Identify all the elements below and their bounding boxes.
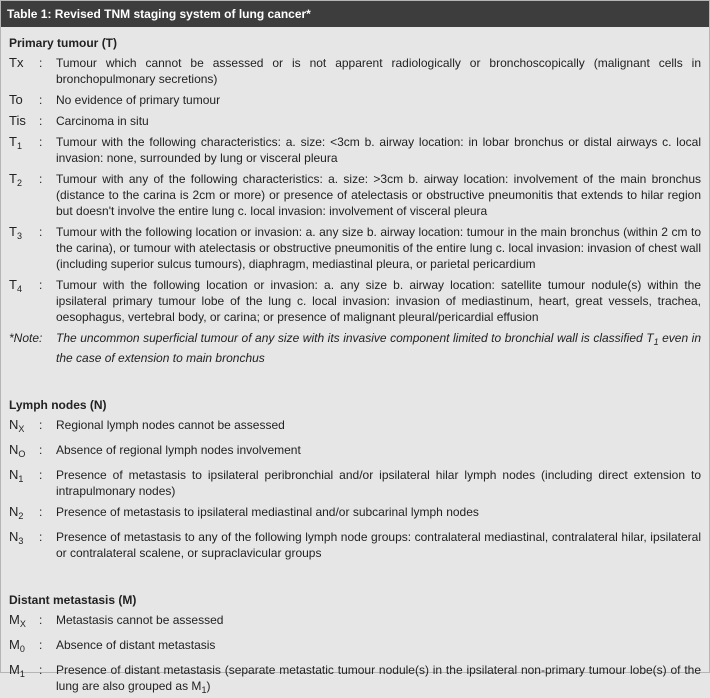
- table-row-n2: [9, 504, 703, 524]
- separator: :: [39, 93, 43, 107]
- stage-code: $N_1$: [9, 467, 24, 484]
- stage-code: $N_X$: [9, 417, 25, 434]
- section-heading-primary-tumour: Primary tumour (T): [9, 36, 118, 50]
- table-row-tis: [9, 113, 703, 129]
- separator: :: [39, 468, 43, 482]
- stage-code: $N_2$: [9, 504, 24, 521]
- separator: :: [39, 613, 43, 627]
- table-title: Table 1: Revised TNM staging system of lung cancer*: [1, 1, 709, 27]
- note-text: The uncommon superficial tumour of any size with its invasive component limited to bronchial wall is classified $T_1$ even in the case of extension to main bronchus: [56, 331, 701, 365]
- stage-description: Presence of metastasis to any of the following lymph node groups: contralateral mediastinal, contralateral hilar, ipsilateral or contralateral scalene, or supraclavicular groups: [56, 530, 701, 560]
- stage-description: Absence of distant metastasis: [56, 638, 216, 652]
- stage-description: Tumour with the following characteristics: a. size: <3cm b. airway location: in lobar bronchus or distal airways c. local invasion: none, surrounded by lung or visceral pleura: [56, 135, 701, 165]
- stage-description: Regional lymph nodes cannot be assessed: [56, 418, 285, 432]
- table-row-n3: [9, 529, 703, 561]
- stage-code: $T_4$: [9, 277, 22, 294]
- stage-code: Tx: [9, 55, 24, 70]
- stage-description: Tumour which cannot be assessed or is not apparent radiologically or bronchoscopically (malignant cells in bronchopulmonary secretions): [56, 56, 701, 86]
- separator: :: [39, 443, 43, 457]
- separator: :: [39, 638, 43, 652]
- separator: :: [39, 225, 43, 239]
- separator: :: [39, 172, 43, 186]
- section-heading-distant-metastasis: Distant metastasis (M): [9, 593, 137, 607]
- separator: :: [39, 135, 43, 149]
- table-row-t3: [9, 224, 703, 272]
- stage-description: Presence of metastasis to ipsilateral peribronchial and/or ipsilateral hilar lymph nodes (including direct extension to intrapulmonary nodes): [56, 468, 701, 498]
- stage-description: Tumour with any of the following characteristics: a. size: >3cm b. airway location: involvement of the main bronchus (distance to the carina is 2cm or more) or presence of atelectasis or obstructive pneumonitis that extends to hilar region but doesn't involve the entire lung c. local invasion: involvement of visceral pleura: [56, 172, 701, 218]
- stage-description: Presence of distant metastasis (separate metastatic tumour nodule(s) in the ipsilateral non-primary tumour lobe(s) of the lung are also grouped as $M_1$): [56, 663, 701, 695]
- stage-description: Tumour with the following location or invasion: a. any size b. airway location: satellite tumour nodule(s) within the ipsilateral primary tumour lobe of the lung c. local invasion: invasion of mediastinum, heart, great vessels, trachea, oesophagus, vertebral body, or carina; or presence of malignant pleural/pericardial effusion: [56, 278, 701, 324]
- table-row-nx: [9, 417, 703, 437]
- table-row-m1: [9, 662, 703, 698]
- table-row-no: [9, 442, 703, 462]
- stage-description: Presence of metastasis to ipsilateral mediastinal and/or subcarinal lymph nodes: [56, 505, 479, 519]
- stage-code: $T_2$: [9, 171, 22, 188]
- stage-description: Carcinoma in situ: [56, 114, 149, 128]
- separator: :: [39, 56, 43, 70]
- stage-code: To: [9, 92, 23, 107]
- stage-code: $N_O$: [9, 442, 26, 459]
- table-row-mx: [9, 612, 703, 632]
- stage-code: $N_3$: [9, 529, 24, 546]
- table-row-m0: [9, 637, 703, 657]
- stage-description: Metastasis cannot be assessed: [56, 613, 224, 627]
- stage-description: No evidence of primary tumour: [56, 93, 221, 107]
- stage-code: $T_3$: [9, 224, 22, 241]
- separator: :: [39, 278, 43, 292]
- separator: :: [39, 114, 43, 128]
- table-row-n1: [9, 467, 703, 499]
- stage-description: Absence of regional lymph nodes involvement: [56, 443, 301, 457]
- separator: :: [39, 663, 43, 677]
- separator: :: [39, 505, 43, 519]
- note-label: *Note:: [9, 331, 43, 345]
- table-row-tx: [9, 55, 703, 87]
- table-row-t2: [9, 171, 703, 219]
- stage-code: $M_X$: [9, 612, 26, 629]
- stage-description: Tumour with the following location or invasion: a. any size b. airway location: tumour in the main bronchus (within 2 cm to the carina), or tumour with atelectasis or obstructive pneumonitis of the entire lung c. local invasion: invasion of chest wall (including superior sulcus tumours), diaphragm, mediastinal pleura, or parietal pericardium: [56, 225, 701, 271]
- stage-code: $M_1$: [9, 662, 25, 679]
- section-heading-lymph-nodes: Lymph nodes (N): [9, 398, 107, 412]
- stage-code: Tis: [9, 113, 26, 128]
- table-row-t4: [9, 277, 703, 325]
- separator: :: [39, 418, 43, 432]
- table-row-t1: [9, 134, 703, 166]
- separator: :: [39, 530, 43, 544]
- table-row-to: [9, 92, 703, 108]
- stage-code: $M_0$: [9, 637, 25, 654]
- table-content: [1, 36, 709, 698]
- table-note: [9, 330, 703, 366]
- stage-code: $T_1$: [9, 134, 22, 151]
